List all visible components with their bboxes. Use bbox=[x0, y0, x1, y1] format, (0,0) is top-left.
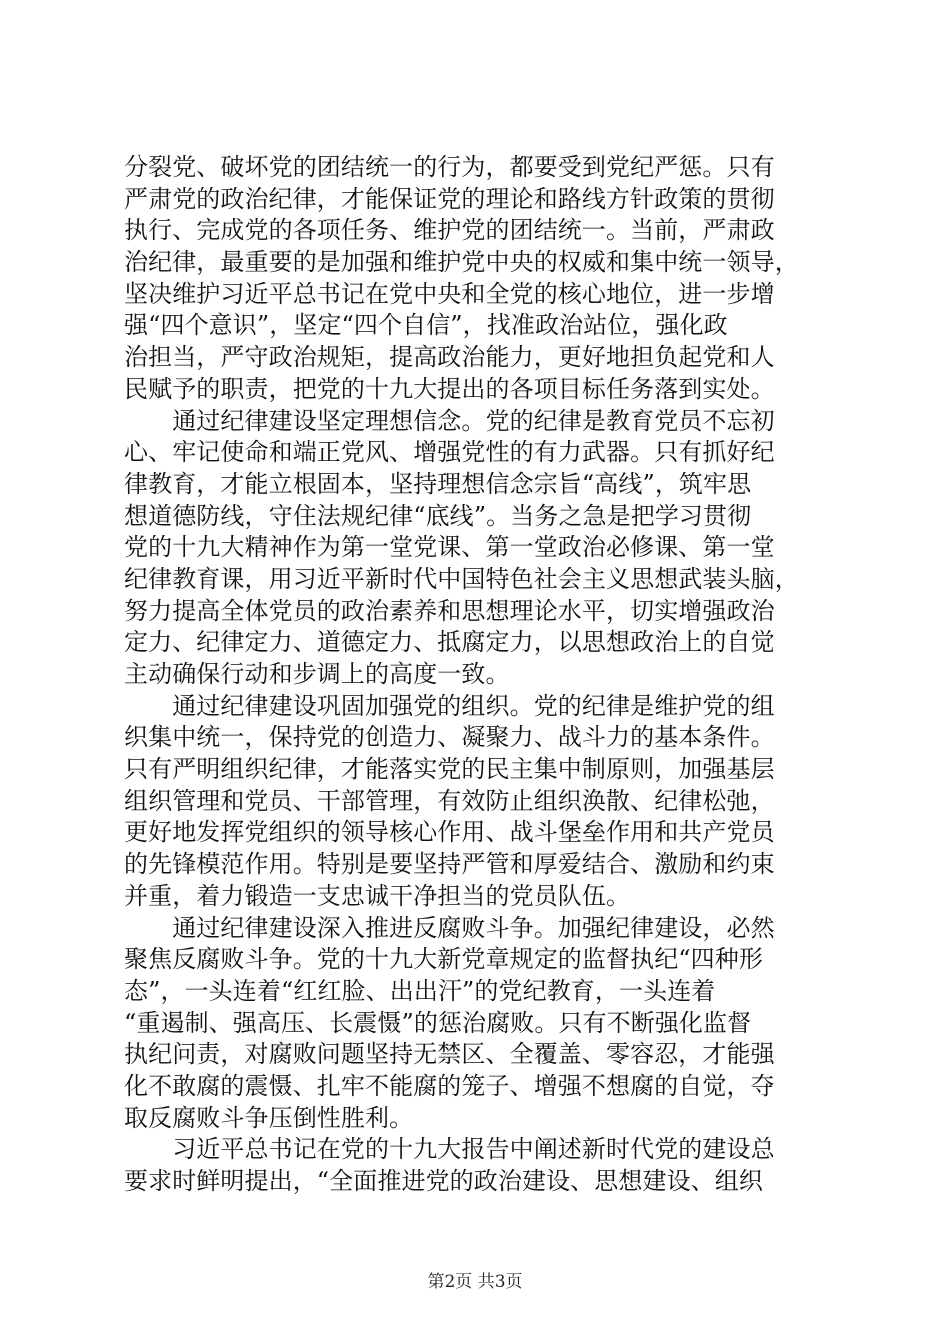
body-text bbox=[124, 152, 834, 1198]
text-line: 化不敢腐的震慑、扎牢不能腐的笼子、增强不想腐的自觉，夺 bbox=[124, 1071, 775, 1100]
text-line: 党的十九大精神作为第一堂党课、第一堂政治必修课、第一堂 bbox=[124, 533, 775, 562]
text-line: 努力提高全体党员的政治素养和思想理论水平，切实增强政治 bbox=[124, 596, 775, 625]
text-line: 只有严明组织纪律，才能落实党的民主集中制原则，加强基层 bbox=[124, 755, 775, 784]
page-footer: 第2页 共3页 bbox=[427, 1272, 523, 1292]
text-line: “重遏制、强高压、长震慑”的惩治腐败。只有不断强化监督 bbox=[124, 1008, 752, 1037]
text-line: 分裂党、破坏党的团结统一的行为，都要受到党纪严惩。只有 bbox=[124, 153, 775, 181]
text-line: 聚焦反腐败斗争。党的十九大新党章规定的监督执纪“四种形 bbox=[124, 945, 763, 974]
text-line: 强“四个意识”，坚定“四个自信”，找准政治站位，强化政 bbox=[124, 311, 728, 340]
text-line: 的先锋模范作用。特别是要坚持严管和厚爱结合、激励和约束 bbox=[124, 850, 775, 879]
text-line: 通过纪律建设巩固加强党的组织。党的纪律是维护党的组 bbox=[124, 691, 775, 720]
text-line: 执行、完成党的各项任务、维护党的团结统一。当前，严肃政 bbox=[124, 216, 775, 245]
text-line: 织集中统一，保持党的创造力、凝聚力、战斗力的基本条件。 bbox=[124, 723, 775, 752]
text-line: 治纪律，最重要的是加强和维护党中央的权威和集中统一领导， bbox=[124, 248, 799, 277]
text-line: 想道德防线，守住法规纪律“底线”。当务之急是把学习贯彻 bbox=[124, 501, 752, 530]
text-line: 习近平总书记在党的十九大报告中阐述新时代党的建设总 bbox=[124, 1135, 775, 1164]
text-line: 态”，一头连着“红红脸、出出汗”的党纪教育，一头连着 bbox=[124, 976, 716, 1005]
text-line: 更好地发挥党组织的领导核心作用、战斗堡垒作用和共产党员 bbox=[124, 818, 775, 847]
text-line: 严肃党的政治纪律，才能保证党的理论和路线方针政策的贯彻 bbox=[124, 184, 775, 213]
text-line: 坚决维护习近平总书记在党中央和全党的核心地位，进一步增 bbox=[124, 279, 775, 308]
text-line: 要求时鲜明提出，“全面推进党的政治建设、思想建设、组织 bbox=[124, 1167, 763, 1195]
text-line: 执纪问责，对腐败问题坚持无禁区、全覆盖、零容忍，才能强 bbox=[124, 1040, 775, 1069]
text-line: 心、牢记使命和端正党风、增强党性的有力武器。只有抓好纪 bbox=[124, 438, 775, 467]
text-line: 通过纪律建设坚定理想信念。党的纪律是教育党员不忘初 bbox=[124, 406, 775, 435]
text-line: 通过纪律建设深入推进反腐败斗争。加强纪律建设，必然 bbox=[124, 913, 775, 942]
text-line: 治担当，严守政治规矩，提高政治能力，更好地担负起党和人 bbox=[124, 343, 775, 372]
text-line: 主动确保行动和步调上的高度一致。 bbox=[124, 660, 510, 688]
text-line: 组织管理和党员、干部管理，有效防止组织涣散、纪律松弛， bbox=[124, 786, 775, 815]
text-line: 并重，着力锻造一支忠诚干净担当的党员队伍。 bbox=[124, 881, 631, 910]
text-line: 律教育，才能立根固本，坚持理想信念宗旨“高线”，筑牢思 bbox=[124, 469, 752, 498]
text-line: 纪律教育课，用习近平新时代中国特色社会主义思想武装头脑， bbox=[124, 564, 799, 593]
text-line: 民赋予的职责，把党的十九大提出的各项目标任务落到实处。 bbox=[124, 374, 775, 403]
text-line: 取反腐败斗争压倒性胜利。 bbox=[124, 1103, 414, 1132]
text-line: 定力、纪律定力、道德定力、抵腐定力，以思想政治上的自觉 bbox=[124, 628, 775, 657]
